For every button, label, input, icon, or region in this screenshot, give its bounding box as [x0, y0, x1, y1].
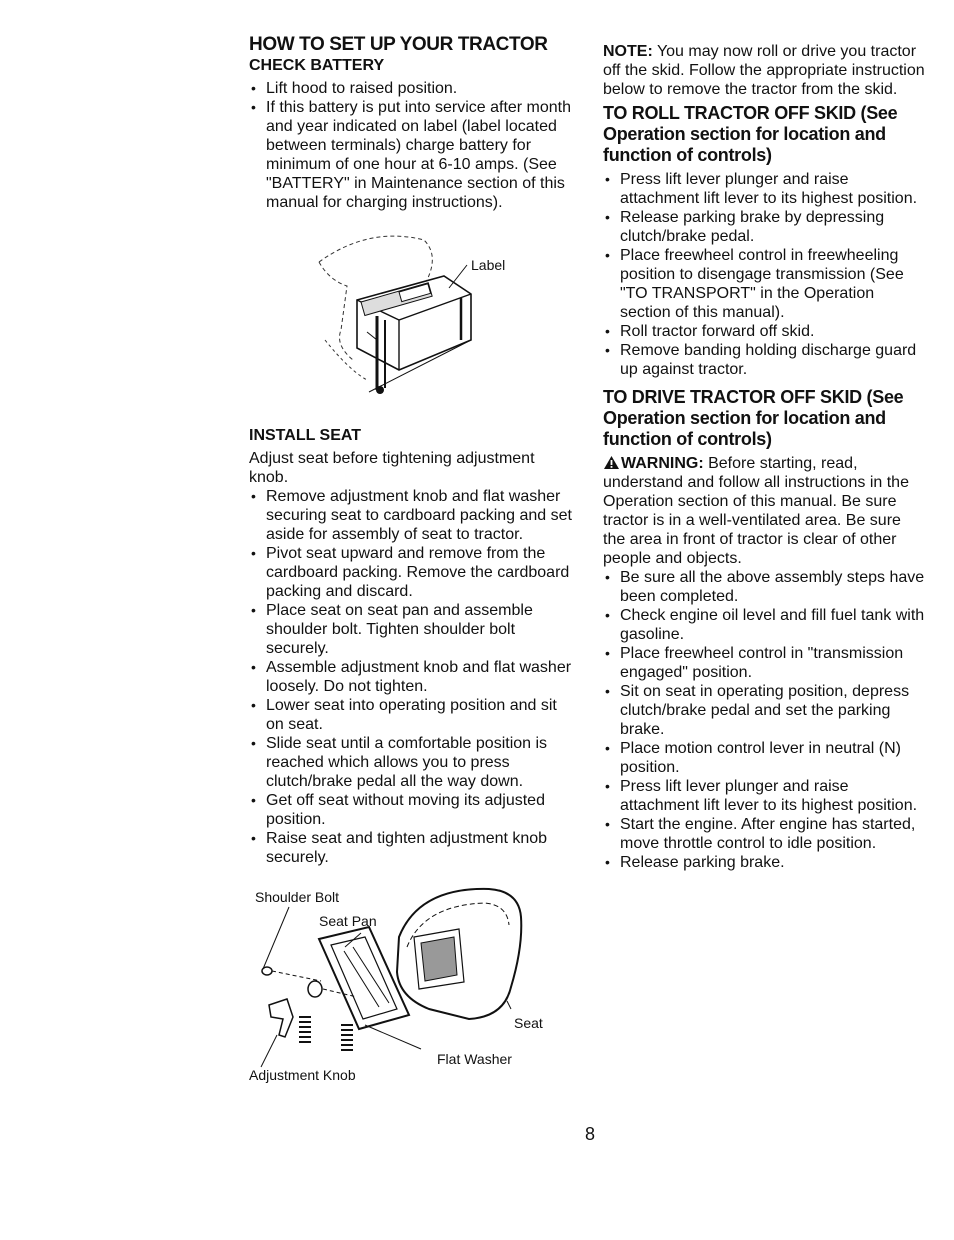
install-seat-title: INSTALL SEAT	[249, 427, 361, 444]
seat-figure	[249, 877, 575, 1107]
note-paragraph	[603, 42, 925, 99]
drive-off-steps	[603, 568, 925, 872]
check-battery-title: CHECK BATTERY	[249, 57, 385, 74]
battery-steps	[249, 79, 575, 212]
battery-illustration	[249, 220, 549, 420]
list-item: • Be sure all the above assembly steps have been completed.	[603, 568, 925, 606]
list-item: • Lift hood to raised position.	[249, 79, 575, 98]
list-item: • Place seat on seat pan and assemble shoulder bolt. Tighten shoulder bolt securely.	[249, 601, 575, 658]
warning-triangle-icon	[603, 455, 620, 470]
list-item: • Release parking brake by depressing clutch/brake pedal.	[603, 208, 925, 246]
list-item: • Place freewheel control in freewheeling position to disengage transmission (See "TO TRANSPORT" in the Operation section of this manual).	[603, 246, 925, 322]
roll-off-steps	[603, 170, 925, 379]
right-column	[603, 42, 925, 872]
list-item: • Assemble adjustment knob and flat washer loosely. Do not tighten.	[249, 658, 575, 696]
adjustment-knob-callout: Adjustment Knob	[249, 1067, 356, 1083]
drive-off-skid-title: TO DRIVE TRACTOR OFF SKID (See Operation section for location and function of controls)	[603, 387, 904, 449]
install-seat-intro: Adjust seat before tightening adjustment knob.	[249, 450, 535, 486]
list-item: • Slide seat until a comfortable position is reached which allows you to press clutch/brake pedal all the way down.	[249, 734, 575, 791]
list-item: • Raise seat and tighten adjustment knob securely.	[249, 829, 575, 867]
left-column	[249, 34, 575, 1107]
list-item: • Place freewheel control in "transmission engaged" position.	[603, 644, 925, 682]
list-item: • Press lift lever plunger and raise attachment lift lever to its highest position.	[603, 777, 925, 815]
warning-paragraph	[603, 454, 925, 568]
list-item: • Pivot seat upward and remove from the cardboard packing. Remove the cardboard packing and discard.	[249, 544, 575, 601]
warning-label: WARNING:	[621, 455, 704, 472]
list-item: • Remove adjustment knob and flat washer securing seat to cardboard packing and set aside for assembly of seat to tractor.	[249, 487, 575, 544]
list-item: • Sit on seat in operating position, depress clutch/brake pedal and set the parking brake.	[603, 682, 925, 739]
list-item: • Check engine oil level and fill fuel tank with gasoline.	[603, 606, 925, 644]
list-item: • Place motion control lever in neutral (N) position.	[603, 739, 925, 777]
list-item: • Lower seat into operating position and sit on seat.	[249, 696, 575, 734]
page-number: 8	[585, 1124, 596, 1144]
list-item: • Roll tractor forward off skid.	[603, 322, 925, 341]
battery-label-callout: Label	[471, 257, 506, 273]
shoulder-bolt-callout: Shoulder Bolt	[255, 889, 340, 905]
list-item: • Press lift lever plunger and raise attachment lift lever to its highest position.	[603, 170, 925, 208]
list-item: • Start the engine. After engine has started, move throttle control to idle position.	[603, 815, 925, 853]
list-item: • If this battery is put into service after month and year indicated on label (label located between terminals) charge battery for minimum of one hour at 6-10 amps. (See "BATTERY" in Maintenance section of this manual for charging instructions).	[249, 98, 575, 212]
note-text: You may now roll or drive you tractor off the skid. Follow the appropriate instruction below to remove the tractor from the skid.	[603, 43, 925, 98]
flat-washer-callout: Flat Washer	[437, 1051, 512, 1067]
warning-text: Before starting, read, understand and follow all instructions in the Operation section of this manual. Be sure tractor is in a well-ventilated area. Be sure the area in front of tractor is clear of other people and objects.	[603, 455, 909, 567]
seat-steps	[249, 487, 575, 867]
list-item: • Release parking brake.	[603, 853, 925, 872]
battery-figure	[249, 220, 575, 420]
note-label: NOTE:	[603, 43, 653, 60]
seat-callout: Seat	[514, 1015, 543, 1031]
roll-off-skid-title: TO ROLL TRACTOR OFF SKID (See Operation section for location and function of controls)	[603, 103, 898, 165]
seat-pan-callout: Seat Pan	[319, 913, 377, 929]
list-item: • Get off seat without moving its adjusted position.	[249, 791, 575, 829]
section-heading: HOW TO SET UP YOUR TRACTOR	[249, 34, 548, 55]
list-item: • Remove banding holding discharge guard up against tractor.	[603, 341, 925, 379]
